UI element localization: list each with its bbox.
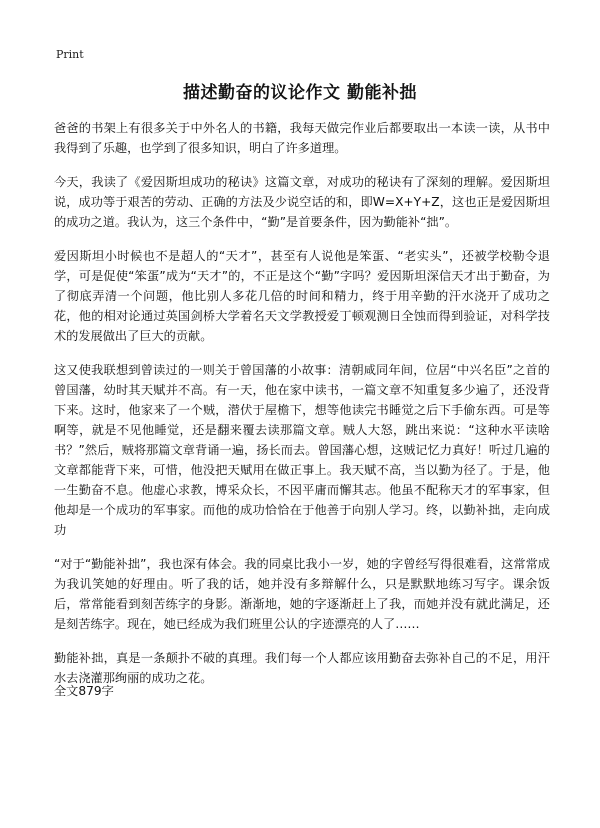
article-title: 描述勤奋的议论作文 勤能补拙: [183, 83, 417, 103]
paragraph: 今天，我读了《爱因斯坦成功的秘诀》这篇文章，对成功的秘诀有了深刻的理解。爱因斯坦说，成功等于艰苦的劳动、正确的方法及少说空话的和，即W=X+Y+Z，这也正是爱因斯坦的成功之道。我认为，这三个条件中，“勤”是首要条件，因为勤能补“拙”。: [54, 175, 550, 229]
word-count: 全文879字: [54, 684, 114, 698]
print-label[interactable]: Print: [56, 48, 84, 61]
paragraph: 爸爸的书架上有很多关于中外名人的书籍，我每天做完作业后都要取出一本读一读，从书中我得到了乐趣，也学到了很多知识，明白了许多道理。: [54, 121, 550, 155]
paragraph: 勤能补拙，真是一条颠扑不破的真理。我们每一个人都应该用勤奋去弥补自己的不足，用汗水去浇灌那绚丽的成功之花。: [54, 651, 550, 685]
paragraph: 这又使我联想到曾读过的一则关于曾国藩的小故事：清朝咸同年间，位居“中兴名臣”之首的曾国藩，幼时其天赋并不高。有一天，他在家中读书，一篇文章不知重复多少遍了，还没背下来。这时，他家来了一个贼，潜伏于屋檐下，想等他读完书睡觉之后下手偷东西。可是等啊等，就是不见他睡觉，还是翻来覆去读那篇文章。贼人大怒，跳出来说：“这种水平读啥书？”然后，贼将那篇文章背诵一遍，扬长而去。曾国藩心想，这贼记忆力真好！听过几遍的文章都能背下来，可惜，他没把天赋用在做正事上。我天赋不高，当以勤为径了。于是，他一生勤奋不息。他虚心求教，博采众长，不因平庸而懈其志。他虽不配称天才的军事家，但他却是一个成功的军事家。而他的成功恰恰在于他善于向别人学习。终，以勤补拙，走向成功: [54, 363, 550, 537]
paragraph: “对于“勤能补拙”，我也深有体会。我的同桌比我小一岁，她的字曾经写得很难看，这常常成为我讥笑她的好理由。听了我的话，她并没有多辩解什么，只是默默地练习写字。课余饭后，常常能看到刻苦练字的身影。渐渐地，她的字逐渐赶上了我，而她并没有就此满足，还是刻苦练字。现在，她已经成为我们班里公认的字迹漂亮的人了……: [54, 557, 550, 631]
article-body: [54, 118, 550, 702]
paragraph: 爱因斯坦小时候也不是超人的“天才”，甚至有人说他是笨蛋、“老实头”，还被学校勒令退学，可是促使“笨蛋”成为“天才”的，不正是这个“勤”字吗？爱因斯坦深信天才出于勤奋，为了彻底弄清一个问题，他比别人多花几倍的时间和精力，终于用辛勤的汗水浇开了成功之花，他的相对论通过英国剑桥大学着名天文学教授爱丁顿观测日全蚀而得到验证，对科学技术的发展做出了巨大的贡献。: [54, 249, 550, 343]
